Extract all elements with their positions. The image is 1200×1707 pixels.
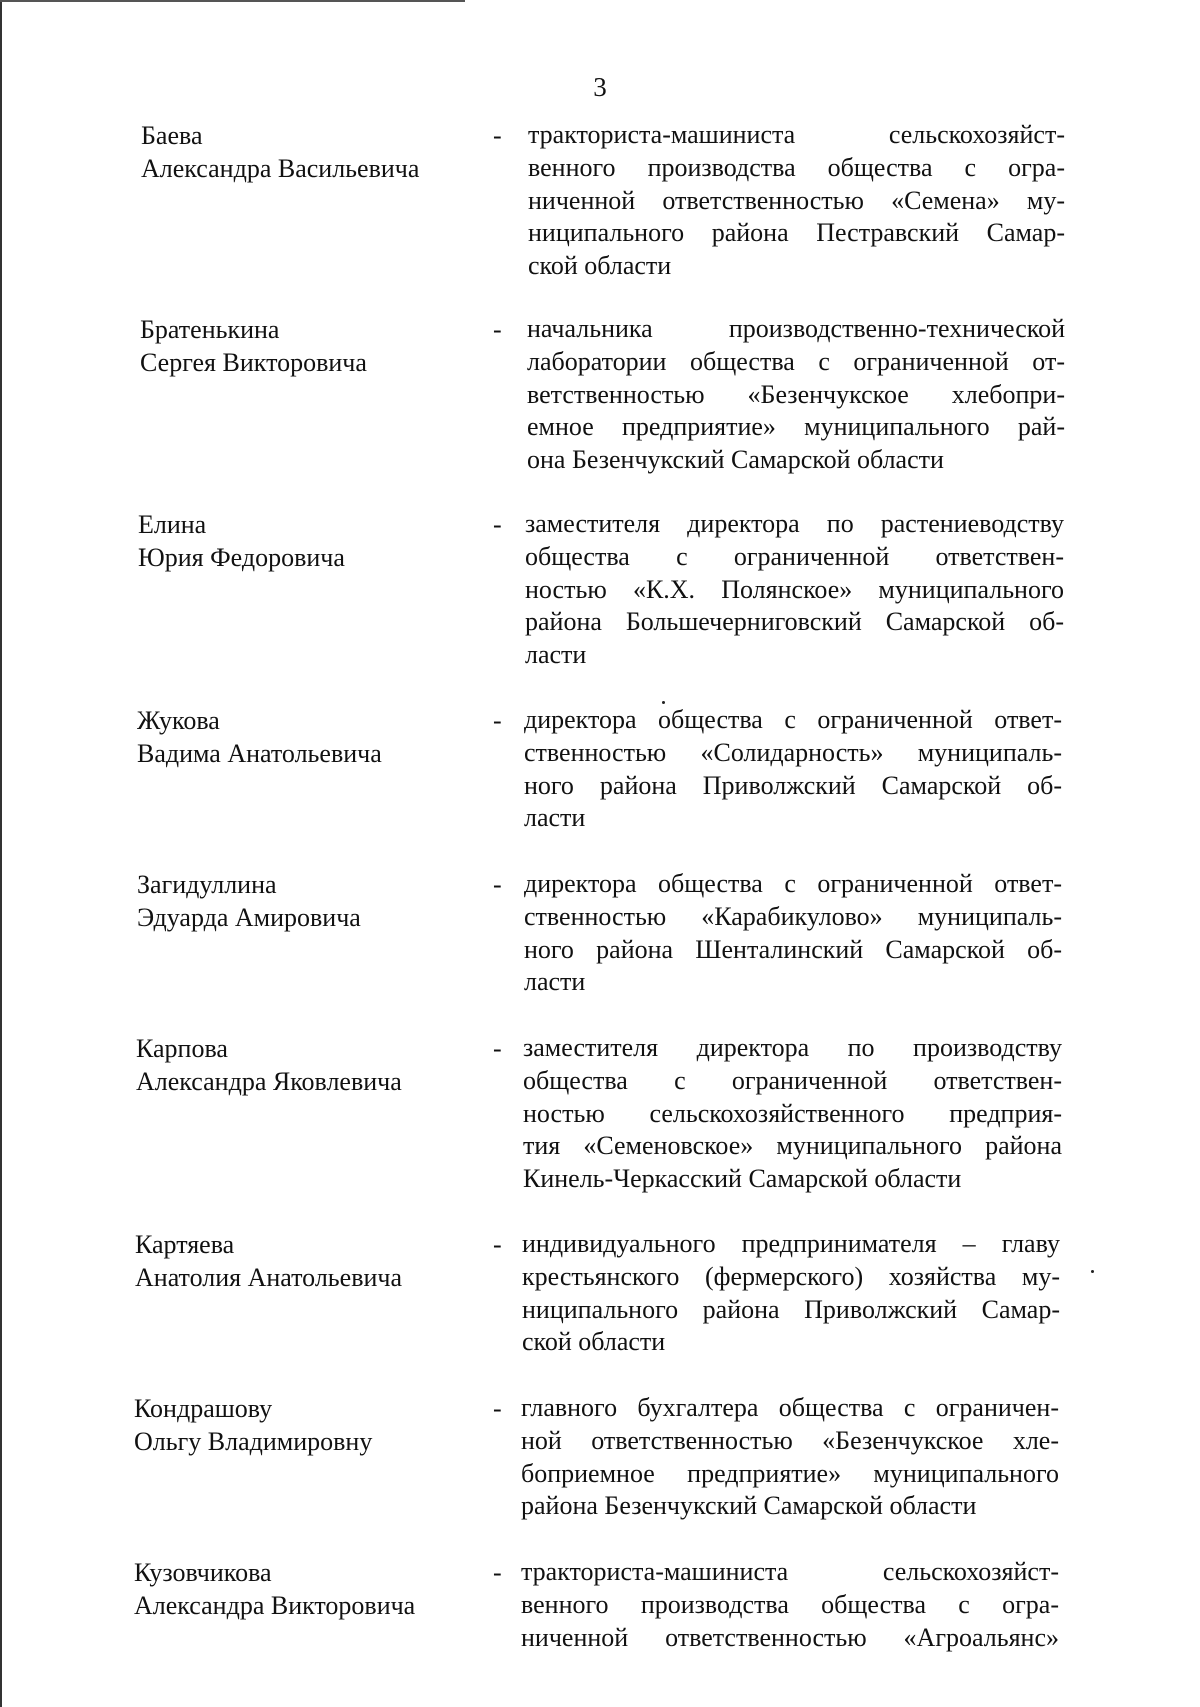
given-names: Александра Яковлевича	[136, 1067, 402, 1096]
person-name	[134, 1392, 464, 1458]
scan-left-border	[0, 0, 2, 1707]
separator-dash: -	[493, 1394, 502, 1423]
description-line: крестьянского (фермерского) хозяйства му-	[522, 1261, 1060, 1291]
surname: Жукова	[137, 706, 220, 735]
description-line: ного района Приволжский Самарской об-	[524, 770, 1062, 800]
separator-dash: -	[493, 121, 502, 150]
separator-dash: -	[493, 1034, 502, 1063]
surname: Кондрашову	[134, 1394, 273, 1423]
person-name	[134, 1556, 464, 1622]
description-line: ностью сельскохозяйственного предприя-	[523, 1098, 1062, 1128]
description-line: заместителя директора по растениеводству	[525, 509, 1064, 538]
separator-dash: -	[493, 510, 502, 539]
separator-dash: -	[493, 1558, 502, 1587]
given-names: Юрия Федоровича	[138, 543, 345, 572]
surname: Загидуллина	[137, 870, 277, 899]
given-names: Сергея Викторовича	[140, 348, 367, 377]
description-line: ниченной ответственностью «Семена» му-	[528, 185, 1065, 215]
description-line: ветственностью «Безенчукское хлебопри-	[527, 379, 1065, 409]
description-line: заместителя директора по производству	[523, 1033, 1062, 1062]
description-line: главного бухгалтера общества с ограничен-	[521, 1393, 1059, 1422]
description-line: боприемное предприятие» муниципального	[521, 1458, 1059, 1488]
position-description	[524, 704, 1062, 835]
description-line: ной ответственностью «Безенчукское хле-	[521, 1425, 1059, 1455]
description-line: ниципального района Приволжский Самар-	[522, 1294, 1060, 1324]
description-line: Кинель-Черкасский Самарской области	[523, 1164, 962, 1194]
given-names: Анатолия Анатольевича	[135, 1263, 402, 1292]
description-line: ской области	[522, 1327, 666, 1357]
description-line: директора общества с ограниченной ответ-	[524, 705, 1062, 734]
surname: Братенькина	[140, 315, 280, 344]
person-name	[138, 508, 468, 574]
person-name	[140, 313, 470, 379]
position-description	[524, 868, 1062, 999]
separator-dash: -	[493, 870, 502, 899]
given-names: Вадима Анатольевича	[137, 739, 382, 768]
description-line: начальника производственно-технической	[527, 314, 1065, 343]
position-description	[528, 119, 1065, 283]
surname: Карпова	[136, 1034, 228, 1063]
given-names: Ольгу Владимировну	[134, 1427, 373, 1456]
given-names: Александра Викторовича	[134, 1591, 416, 1620]
person-name	[135, 1228, 465, 1294]
scan-speck	[662, 701, 665, 704]
description-line: директора общества с ограниченной ответ-	[524, 869, 1062, 898]
position-description	[522, 1228, 1060, 1359]
description-line: тракториста-машиниста сельскохозяйст-	[528, 120, 1065, 149]
page-number: 3	[593, 72, 607, 102]
given-names: Эдуарда Амировича	[137, 903, 361, 932]
description-line: тия «Семеновское» муниципального района	[523, 1131, 1062, 1161]
description-line: ласти	[524, 967, 586, 997]
description-line: лаборатории общества с ограниченной от-	[527, 346, 1065, 376]
separator-dash: -	[493, 315, 502, 344]
surname: Картяева	[135, 1230, 235, 1259]
description-line: ласти	[525, 640, 587, 670]
given-names: Александра Васильевича	[141, 154, 420, 183]
description-line: общества с ограниченной ответствен-	[523, 1065, 1062, 1095]
description-line: венного производства общества с огра-	[528, 152, 1065, 182]
description-line: общества с ограниченной ответствен-	[525, 541, 1064, 571]
description-line: емное предприятие» муниципального рай-	[527, 412, 1065, 442]
surname: Кузовчикова	[134, 1558, 272, 1587]
position-description	[525, 508, 1064, 672]
position-description	[521, 1556, 1059, 1654]
position-description	[521, 1392, 1059, 1523]
description-line: ласти	[524, 803, 586, 833]
description-line: ниципального района Пестравский Самар-	[528, 218, 1065, 248]
person-name	[137, 868, 467, 934]
surname: Елина	[138, 510, 207, 539]
scan-top-border	[0, 0, 465, 2]
separator-dash: -	[493, 1230, 502, 1259]
scan-speck	[1091, 1270, 1094, 1273]
description-line: ской области	[528, 251, 672, 281]
description-line: района Безенчукский Самарской области	[521, 1491, 977, 1521]
person-name	[136, 1032, 466, 1098]
description-line: ного района Шенталинский Самарской об-	[524, 934, 1062, 964]
surname: Баева	[141, 121, 203, 150]
description-line: венного производства общества с огра-	[521, 1589, 1059, 1619]
person-name	[141, 119, 471, 185]
position-description	[523, 1032, 1062, 1196]
position-description	[527, 313, 1065, 477]
description-line: ственностью «Солидарность» муниципаль-	[524, 737, 1062, 767]
description-line: индивидуального предпринимателя – главу	[522, 1229, 1060, 1258]
person-name	[137, 704, 467, 770]
separator-dash: -	[493, 706, 502, 735]
description-line: района Большечерниговский Самарской об-	[525, 607, 1064, 637]
description-line: ностью «К.Х. Полянское» муниципального	[525, 574, 1064, 604]
description-line: она Безенчукский Самарской области	[527, 445, 944, 475]
description-line: ниченной ответственностью «Агроальянс»	[521, 1622, 1059, 1652]
description-line: тракториста-машиниста сельскохозяйст-	[521, 1557, 1059, 1586]
description-line: ственностью «Карабикулово» муниципаль-	[524, 901, 1062, 931]
